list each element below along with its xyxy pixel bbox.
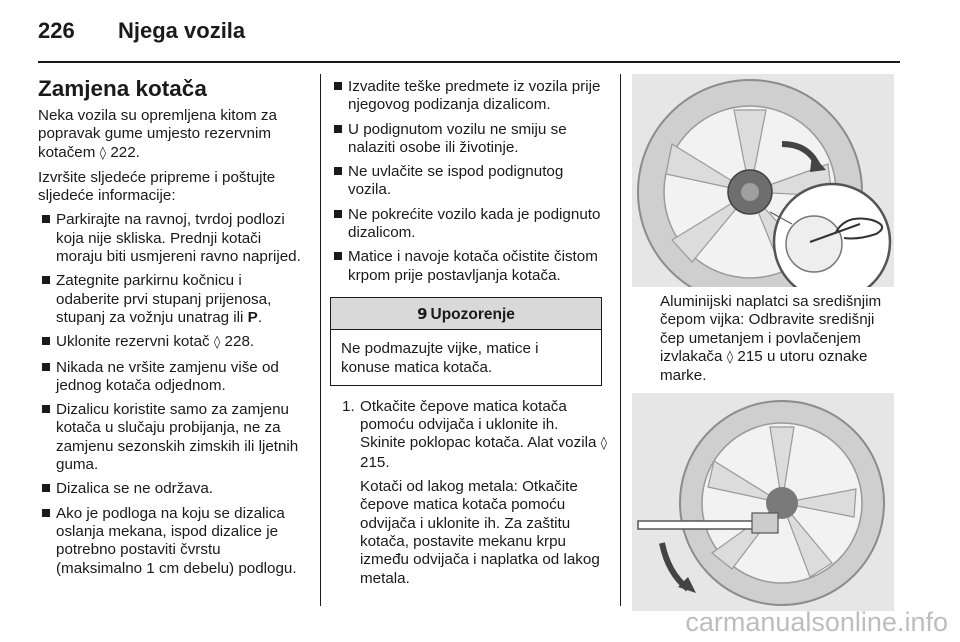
page-reference[interactable]: 215 [737, 347, 763, 365]
intro-text: Neka vozila su opremljena kitom za popravak gume umjesto rezervnim kotačem [38, 107, 277, 161]
intro-paragraph-1 [38, 107, 306, 163]
caption-text: Aluminijski naplatci sa središnjim čepom vijka: Odbravite središnji čep umetanjem i povlačenjem izvlakača [660, 293, 882, 365]
list-item [38, 333, 306, 352]
list-item [330, 163, 608, 200]
bullet-icon [42, 509, 50, 517]
list-item: Zategnite parkirnu kočnicu i odaberite prvi stupanj prijenosa, stupanj za vožnju unatrag ili P. [38, 272, 306, 327]
page-number: 226 [38, 18, 75, 43]
column-divider-right [620, 74, 621, 606]
list-item-text: Zategnite parkirnu kočnicu i odaberite prvi stupanj prijenosa, stupanj za vožnju unatrag ili [56, 272, 272, 326]
bullet-icon [42, 215, 50, 223]
xref-icon: ◊ [600, 436, 608, 452]
chapter-title: Njega vozila [118, 18, 246, 43]
step-item [330, 398, 608, 588]
figure-caption [632, 293, 902, 385]
step-number: 1. [342, 397, 355, 415]
safety-list [330, 78, 608, 285]
bullet-icon [42, 276, 50, 284]
list-item-text: Ne uvlačite se ispod podignutog vozila. [348, 163, 564, 199]
xref-icon: ◊ [726, 349, 734, 365]
list-item-text: Nikada ne vršite zamjenu više od jednog kotača odjednom. [56, 358, 279, 394]
warning-title: Upozorenje [430, 305, 515, 323]
preparation-list [38, 211, 306, 577]
list-item-text: Matice i navoje kotača očistite čistom krpom prije postavljanja kotača. [348, 248, 598, 284]
column-divider-left [320, 74, 321, 606]
warning-header [331, 298, 601, 330]
list-item [38, 480, 306, 498]
xref-icon: ◊ [213, 335, 221, 351]
list-item-text: U podignutom vozilu ne smiju se nalaziti osobe ili životinje. [348, 120, 567, 156]
list-item-text: Ako je podloga na koju se dizalica oslanja mekana, ispod dizalice je potrebno postaviti čvrstu (maksimalno 1 cm debelu) podlogu. [56, 504, 297, 577]
page-reference[interactable]: 222. [110, 143, 140, 161]
bullet-icon [334, 82, 342, 90]
bullet-icon [334, 167, 342, 175]
bullet-icon [42, 363, 50, 371]
list-item [38, 359, 306, 396]
gear-position-label: P [247, 308, 258, 326]
column-1 [38, 74, 306, 584]
step-text [360, 398, 608, 472]
list-item-text: Dizalicu koristite samo za zamjenu kotača u slučaju probijanja, ne za zamjenu sezonskih zimskih ili ljetnih guma. [56, 401, 299, 474]
list-item [38, 505, 306, 578]
bullet-icon [334, 210, 342, 218]
list-item [38, 401, 306, 474]
page-reference[interactable]: 228. [224, 333, 255, 351]
bullet-icon [42, 337, 50, 345]
bullet-icon [334, 125, 342, 133]
bullet-icon [42, 484, 50, 492]
column-3 [632, 74, 902, 611]
list-item-text: Ne pokrećite vozilo kada je podignuto dizalicom. [348, 205, 601, 242]
wheel-center-cap-illustration [632, 74, 894, 287]
list-item-text: Izvadite teške predmete iz vozila prije njegovog podizanja dizalicom. [348, 78, 601, 114]
list-item [330, 78, 608, 115]
list-item-text: Parkirajte na ravnoj, tvrdoj podlozi koja nije skliska. Prednji kotači moraju biti usmjereni ravno naprijed. [56, 211, 301, 266]
bullet-icon [334, 252, 342, 260]
step-text-2: Kotači od lakog metala: Otkačite čepove matica kotača pomoću odvijača i uklonite ih. Za zaštitu kotača, postavite mekanu krpu između odvijača i naplatka od lakog metala. [360, 478, 600, 587]
watermark: carmanualsonline.info [685, 607, 948, 637]
warning-box [330, 297, 602, 386]
wheel-cover-removal-illustration [632, 393, 894, 611]
list-item [38, 211, 306, 266]
list-item [330, 248, 608, 285]
warning-body: Ne podmazujte vijke, matice i konuse matica kotača. [341, 340, 539, 376]
bullet-icon [42, 405, 50, 413]
page-reference[interactable]: 215. [360, 453, 390, 471]
step-text-body: Otkačite čepove matica kotača pomoću odvijača i uklonite ih. Skinite poklopac kotača. Alat vozila [360, 397, 597, 452]
column-2 [330, 78, 608, 594]
section-title: Zamjena kotača [38, 76, 207, 101]
list-item-text: Uklonite rezervni kotač [56, 333, 210, 351]
intro-paragraph-2: Izvršite sljedeće pripreme i poštujte sljedeće informacije: [38, 168, 276, 205]
caption-text-after: u utoru oznake marke. [660, 347, 868, 385]
list-item [330, 206, 608, 243]
steps-list [330, 398, 608, 588]
warning-triangle-icon: 9 [417, 304, 428, 323]
list-item [330, 121, 608, 158]
header-rule [38, 61, 900, 63]
list-item-text: Dizalica se ne održava. [56, 480, 214, 498]
xref-icon: ◊ [99, 145, 107, 161]
